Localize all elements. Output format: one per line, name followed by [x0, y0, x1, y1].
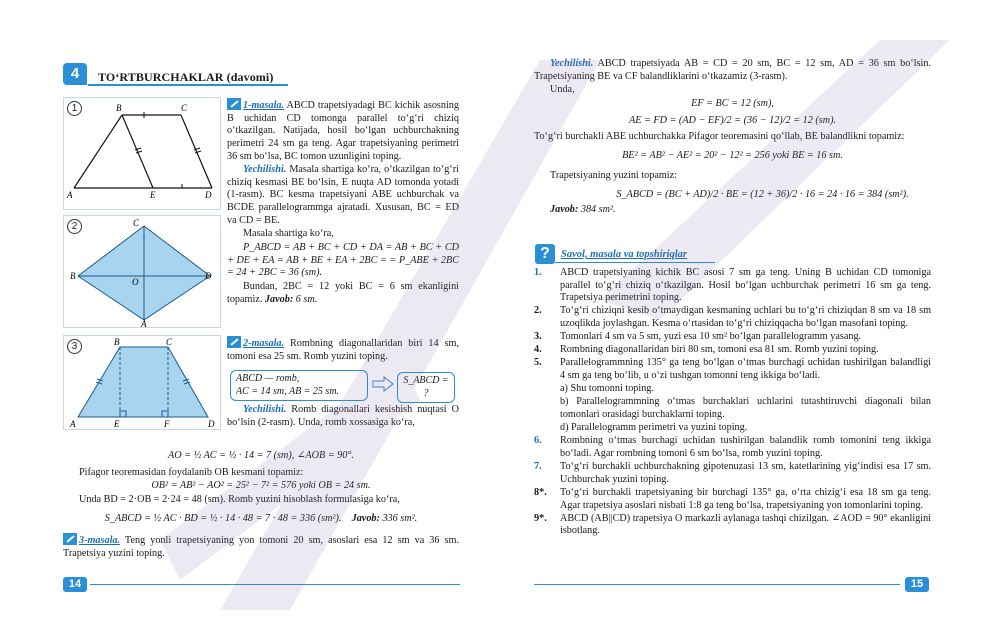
task-number: 9*.: [534, 512, 547, 524]
fig3-label-F: F: [164, 419, 170, 429]
task-text: Tomonlari 4 sm va 5 sm, yuzi esa 10 sm² bo‘lgan parallelogramm yasang.: [560, 331, 862, 343]
task-number: [534, 396, 560, 421]
problem-2: [227, 336, 459, 364]
problem-1-result: Bundan, 2BC = 12 yoki BC = 6 sm ekanligini topamiz.: [227, 280, 459, 305]
task-item: [534, 383, 931, 396]
problem-2-ao-equation: AO = ½ AC = ½ · 14 = 7 (sm), ∠AOB = 90°.: [168, 450, 354, 461]
be-equation: BE² = AB² − AE² = 20² − 12² = 256 yoki BE = 16 sm.: [622, 149, 843, 161]
problem-1-solution-heading: Yechilishi.: [243, 164, 287, 176]
task-item: [534, 396, 931, 421]
figure-1-number: 1: [67, 101, 82, 116]
task-item: [534, 344, 931, 357]
problem-2-find-box: S_ABCD = ?: [397, 372, 455, 403]
question-mark-icon: ?: [535, 244, 555, 264]
task-item: [534, 435, 931, 460]
page-number-right: 15: [905, 577, 929, 592]
questions-title-rule: [555, 262, 715, 263]
task-item: [534, 513, 931, 538]
task-number: 4.: [534, 344, 542, 356]
task-text: To‘g‘ri burchakli uchburchakning gipotenuzasi 13 sm, katetlarining yig‘indisi esa 17 sm. Uchburchak yuzini toping.: [560, 461, 931, 485]
problem-1-text: ABCD trapetsiyadagi BC kichik asosning B uchidan CD tomonga parallel to‘g‘ri chiziq o‘tkazilgan. Natijada, hosil bo‘lgan uchburchakning perimetri 24 sm ga teng. Agar trapetsiyaning perimetri 36 sm bo‘lsa, BC tomon uzunligini toping.: [227, 100, 459, 162]
problem-3-text: Teng yonli trapetsiyaning yon tomoni 20 sm, asoslari esa 12 sm va 36 sm. Trapetsiya yuzini toping.: [63, 535, 459, 559]
task-item: [534, 487, 931, 512]
fig3-label-A: A: [70, 419, 76, 429]
figure-1: [63, 97, 221, 210]
problem-3-solution-text: ABCD trapetsiyada AB = CD = 20 sm, BC = 12 sm, AD = 36 sm bo‘lsin. Trapetsiyaning BE va CF balandliklarini o‘tkazamiz (3-rasm).: [534, 58, 931, 82]
left-page: [0, 0, 496, 638]
figure-3: [63, 335, 221, 430]
task-number: 2.: [534, 305, 542, 317]
pythagoras-intro: To‘g‘ri burchakli ABE uchburchakka Pifagor teoremasini qo‘llab, BE balandlikni topamiz:: [534, 131, 905, 143]
problem-2-given-1: ABCD — romb,: [236, 373, 300, 384]
task-list: [534, 267, 931, 538]
task-text: b) Parallelogrammning o‘tmas burchaklari uchlarini tutashtiruvchi diagonali bilan tomonlari orasidagi burchaklarni toping.: [560, 396, 931, 421]
figure-3-number: 3: [67, 339, 82, 354]
problem-1: [227, 98, 459, 307]
task-text: ABCD trapetsiyaning kichik BC asosi 7 sm ga teng. Uning B uchidan CD tomoniga parallel to‘g‘ri chiziq o‘tkazilgan. Hosil bo‘lgan uchburchak perimetri 16 sm ga teng. Trapetsiya perimetrini toping.: [560, 267, 931, 304]
task-item: [534, 331, 931, 344]
task-text: Parallelogrammning 135° ga teng bo‘lgan o‘tmas burchagi uchidan tushirilgan balandligi 4 sm ga teng bo‘lib, u o‘zi tushgan tomonni teng ikkiga bo‘ladi.: [560, 357, 931, 382]
problem-1-answer: 6 sm.: [293, 293, 318, 305]
figure-2-number: 2: [67, 219, 82, 234]
fig2-label-D: D: [205, 271, 212, 281]
task-item: [534, 357, 931, 382]
problem-2-line-3: Unda BD = 2·OB = 2·24 = 48 (sm). Romb yuzini hisoblash formulasiga ko‘ra,: [79, 493, 400, 505]
arrow-right-icon: [372, 376, 394, 392]
chapter-number-badge: 4: [63, 63, 87, 85]
problem-2-solution-text: Romb diagonallari kesishish nuqtasi O bo‘lsin (2-rasm). Unda, romb xossasiga ko‘ra,: [227, 404, 459, 428]
footer-rule-right: [534, 584, 900, 585]
problem-3-solution-heading: Yechilishi.: [550, 58, 594, 69]
problem-2-solution: [227, 404, 459, 430]
task-number: 8*.: [534, 486, 547, 498]
questions-section-title: Savol, masala va topshiriqlar: [561, 249, 688, 260]
fig1-label-B: B: [116, 103, 122, 113]
problem-2-continued: [63, 450, 459, 561]
ae-fd-equation: AE = FD = (AD − EF)/2 = (36 − 12)/2 = 12 (sm).: [628, 114, 837, 126]
task-number: 1.: [534, 267, 542, 278]
pencil-icon: [63, 533, 77, 545]
area-intro: Trapetsiyaning yuzini topamiz:: [550, 170, 677, 182]
problem-3-solution: [534, 58, 931, 217]
problem-2-text: Rombning diagonallaridan biri 14 sm, tomoni esa 25 sm. Romb yuzini toping.: [227, 338, 459, 362]
task-text: Rombning o‘tmas burchagi uchidan tushirilgan balandlik romb tomonini teng ikkiga bo‘ladi. Agar rombning tomoni 6 sm bo‘lsa, romb yuzini toping.: [560, 435, 931, 459]
fig1-label-C: C: [181, 103, 188, 113]
problem-1-answer-label: Javob:: [264, 293, 294, 305]
task-text: To‘g‘ri chiziqni kesib o‘tmaydigan kesmaning uchlari bu to‘g‘ri chiziqdan 8 sm va 18 sm uzoqlikda joylashgan. Kesma o‘rtasidan to‘g‘ri chiziqqacha bo‘lgan masofani toping.: [560, 305, 931, 330]
problem-1-line: Masala shartiga ko‘ra,: [243, 228, 334, 240]
fig2-label-A: A: [141, 319, 147, 329]
problem-2-given-box: [230, 370, 368, 401]
trapezoid-figure: [64, 98, 222, 211]
fig3-label-D: D: [208, 419, 215, 429]
fig1-label-D: D: [205, 190, 212, 200]
figure-2: [63, 215, 221, 328]
problem-3-heading: 3-masala.: [79, 535, 121, 547]
unda-text: Unda,: [550, 84, 575, 96]
fig2-label-C: C: [133, 218, 140, 228]
task-item: [534, 461, 931, 486]
problem-2-answer: 336 sm².: [379, 512, 418, 524]
fig1-label-E: E: [150, 190, 156, 200]
task-item: [534, 267, 931, 305]
fig2-label-O: O: [132, 277, 139, 287]
task-item: [534, 422, 931, 435]
rhombus-figure: [64, 216, 222, 329]
fig3-label-C: C: [166, 337, 173, 347]
fig1-label-A: A: [67, 190, 73, 200]
footer-rule-left: [90, 584, 460, 585]
problem-2-line: Pifagor teoremasidan foydalanib OB kesmani topamiz:: [79, 466, 304, 478]
trapezoid-area-equation: S_ABCD = (BC + AD)/2 · BE = (12 + 36)/2 · 16 = 24 · 16 = 384 (sm²).: [616, 189, 909, 201]
problem-2-answer-label: Javob:: [351, 512, 380, 524]
task-item: [534, 305, 931, 330]
task-number: 6.: [534, 435, 542, 447]
fig3-label-E: E: [114, 419, 120, 429]
task-number: 3.: [534, 331, 542, 343]
problem-1-heading: 1-masala.: [243, 100, 285, 111]
problem-3-answer: 384 sm².: [578, 203, 616, 215]
problem-2-given-2: AC = 14 sm, AB = 25 sm.: [236, 385, 340, 397]
chapter-title: TO‘RTBURCHAKLAR (davomi): [98, 70, 274, 84]
problem-1-solution-text: Masala shartiga ko‘ra, o‘tkazilgan to‘g‘ri chiziq kesmasi BE bo‘lsin, E nuqta AD tomonda yotadi (1-rasm). BC kesma trapetsiyani ABE uchburchak va BCDE parallelogrammga ajratadi. Xususan, BC = ED va CD = BE.: [227, 164, 459, 226]
ef-equation: EF = BC = 12 (sm),: [691, 97, 774, 109]
problem-3-answer-label: Javob:: [550, 203, 579, 215]
problem-2-heading: 2-masala.: [243, 338, 285, 349]
task-text: d) Parallelogramm perimetri va yuzini toping.: [560, 422, 748, 434]
fig2-label-B: B: [70, 271, 76, 281]
task-number: [534, 383, 560, 396]
task-text: Rombning diagonallaridan biri 80 sm, tomoni esa 81 sm. Romb yuzini toping.: [560, 344, 879, 356]
chapter-title-rule: [88, 84, 288, 86]
pencil-icon: [227, 336, 241, 348]
task-number: 7.: [534, 461, 542, 473]
problem-1-perimeter-equation: P_ABCD = AB + BC + CD + DA = AB + BC + CD + DE + EA = AB + BE + EA + 2BC = = P_ABE + 2BC = 24 + 2BC = 36 (sm).: [227, 242, 459, 279]
task-text: To‘g‘ri burchakli trapetsiyaning bir burchagi 135° ga, o‘rta chizig‘i esa 18 sm ga teng. Agar trapetsiya asoslari nisbati 1:8 ga teng bo‘lsa, trapetsiyaning yon tomonlarini toping.: [560, 486, 931, 511]
pencil-icon: [227, 98, 241, 110]
task-number: 5.: [534, 357, 542, 369]
task-text: a) Shu tomonni toping.: [560, 383, 654, 395]
isosceles-trapezoid-figure: [64, 336, 222, 431]
problem-2-area-equation: S_ABCD = ½ AC · BD = ½ · 14 · 48 = 7 · 48 = 336 (sm²).: [104, 512, 342, 524]
problem-2-pythagoras-equation: OB² = AB² − AO² = 25² − 7² = 576 yoki OB = 24 sm.: [151, 480, 371, 492]
page-number-left: 14: [63, 577, 87, 592]
fig3-label-B: B: [114, 337, 120, 347]
task-text: ABCD (AB||CD) trapetsiya O markazli aylanaga tashqi chizilgan. ∠AOD = 90° ekanligini isbotlang.: [560, 512, 931, 537]
task-number: [534, 422, 560, 435]
problem-2-solution-heading: Yechilishi.: [243, 404, 287, 415]
